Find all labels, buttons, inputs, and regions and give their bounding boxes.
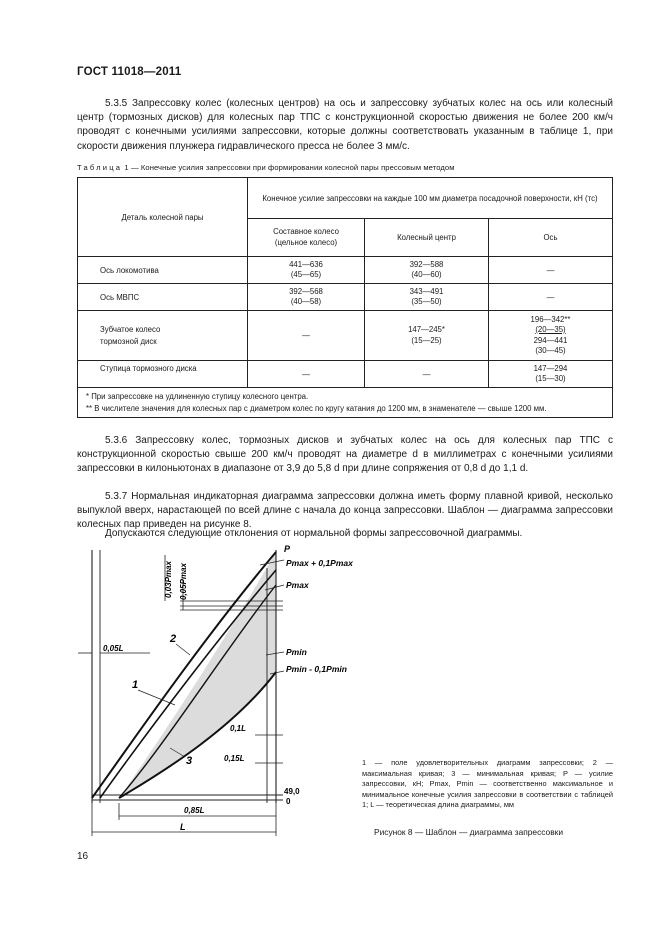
- label-003pmax: 0,03Pmax: [164, 561, 173, 598]
- cell-axle: —: [489, 284, 613, 311]
- curve-label-3: 3: [186, 755, 193, 767]
- col-header-force: Конечное усилие запрессовки на каждые 100 мм диаметра посадочной поверхности, кН (тс): [248, 178, 613, 219]
- sub-header-center: Колесный центр: [365, 219, 489, 257]
- document-header: ГОСТ 11018—2011: [77, 66, 182, 78]
- cell-composite: —: [248, 361, 365, 388]
- row-part: Ось локомотива: [78, 257, 248, 284]
- cell-axle: 196—342** (20—35) 294—441 (30—45): [489, 311, 613, 361]
- label-zero: 0: [286, 797, 291, 806]
- cell-composite: —: [248, 311, 365, 361]
- label-005L: 0,05L: [103, 644, 124, 653]
- paragraph-5-3-7: 5.3.7 Нормальная индикаторная диаграмма запрессовки должна иметь форму плавной кривой, несколько выпуклой вверх, нарастающей по всей длине с начала до конца запрессовки. Шаблон — диаграмма запрессовки колесных пар приведен на рисунке 8.: [77, 491, 613, 531]
- cell-axle: 147—294 (15—30): [489, 361, 613, 388]
- footnote-1: * При запрессовке на удлиненную ступицу колесного центра.: [86, 392, 309, 401]
- label-pmax: Pmax: [286, 580, 309, 590]
- footnote-2: ** В числителе значения для колесных пар с диаметром колес по кругу катания до 1200 мм, в знаменателе — свыше 1200 мм.: [86, 403, 547, 413]
- label-085L: 0,85L: [184, 806, 205, 815]
- paragraph-allowed-deviations: Допускаются следующие отклонения от нормальной формы запрессовочной диаграммы.: [105, 528, 523, 539]
- label-01L: 0,1L: [230, 724, 247, 733]
- cell-center: —: [365, 361, 489, 388]
- label-015L: 0,15L: [224, 754, 245, 763]
- paragraph-5-3-5: 5.3.5 Запрессовку колес (колесных центров) на ось и запрессовку зубчатых колес на ось или колесный центр (тормозных дисков) для колесных пар ТПС с конструкционной скоростью движения не более 200 км/ч проводят с конечными усилиями запрессовки, которые должны соответствовать указанным в таблице 1, при скорости движения плунжера гидравлического пресса не более 3 мм/с.: [77, 98, 613, 152]
- label-pmin: Pmin: [286, 647, 307, 657]
- cell-composite: 441—636 (45—65): [248, 257, 365, 284]
- cell-center: 343—491 (35—50): [365, 284, 489, 311]
- table-caption: Таблица 1 — Конечные усилия запрессовки при формировании колесной пары прессовым методом: [77, 163, 455, 172]
- label-L: L: [180, 822, 186, 832]
- cell-composite: 392—568 (40—58): [248, 284, 365, 311]
- row-part: Ось МВПС: [78, 284, 248, 311]
- label-49: 49,0: [284, 787, 300, 796]
- label-pmin-minus: Pmin - 0,1Pmin: [286, 664, 347, 674]
- sub-header-axle: Ось: [489, 219, 613, 257]
- figure-legend: 1 — поле удовлетворительных диаграмм запрессовки; 2 — максимальная кривая; 3 — минимальная кривая; P — усилие запрессовки, кН; Pmax, Pmin — соответственно максимальное и минимальное конечные усилия запрессовки в соответствии с таблицей 1; L — теоретическая длина диаграммы, мм: [362, 758, 613, 810]
- paragraph-5-3-6: 5.3.6 Запрессовку колес, тормозных дисков и зубчатых колес на ось для колесных пар ТПС с конструкционной скоростью свыше 200 км/ч проводят на диаметре d в миллиметрах с конечными усилиями запрессовки в килоньютонах в диапазоне от 3,9 до 5,8 d при длине сопряжения от 0,8 d до 1,1 d.: [77, 435, 613, 475]
- cell-center: 147—245* (15—25): [365, 311, 489, 361]
- row-part: Ступица тормозного диска: [78, 361, 248, 388]
- col-header-part: Деталь колесной пары: [78, 178, 248, 257]
- sub-header-composite: Составное колесо (цельное колесо): [248, 219, 365, 257]
- curve-label-1: 1: [132, 679, 139, 691]
- curve-label-2: 2: [170, 633, 177, 645]
- row-part: Зубчатое колесо тормозной диск: [78, 311, 248, 361]
- label-005pmax: 0,05Pmax: [179, 563, 188, 600]
- figure-caption: Рисунок 8 — Шаблон — диаграмма запрессовки: [374, 827, 564, 837]
- cell-axle: —: [489, 257, 613, 284]
- satisfactory-field: [119, 552, 276, 798]
- axis-label-P: P: [284, 544, 291, 554]
- cell-center: 392—588 (40—60): [365, 257, 489, 284]
- page-number: 16: [77, 851, 89, 862]
- label-pmax-plus: Pmax + 0,1Pmax: [286, 558, 353, 568]
